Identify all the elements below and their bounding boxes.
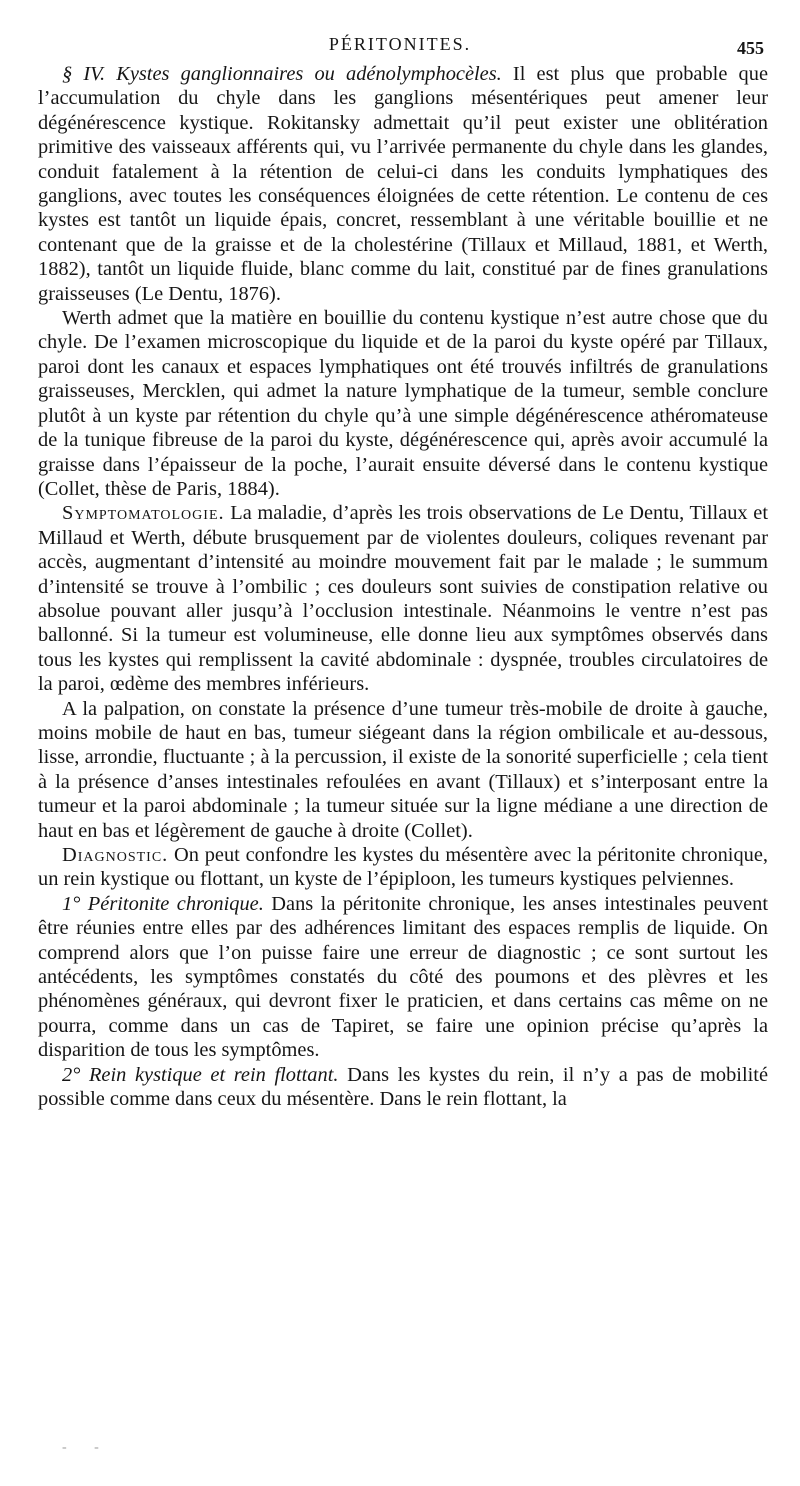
page-number: 455 <box>737 38 764 58</box>
paragraph-text: On peut confondre les kystes du mésentère avec la péritonite chronique, un rein kystique ou flottant, un kyste de l’épiploon, les tumeurs kystiques pelviennes. <box>38 844 768 891</box>
paragraph-rein-kystique <box>38 1063 768 1112</box>
paragraph-diagnostic <box>38 843 768 892</box>
paragraph-text: Dans la péritonite chronique, les anses intestinales peuvent être réunies entre elles par des adhérences limitant des espaces remplis de liquide. On comprend alors que l’on puisse faire une erreur de diagnostic ; ce sont surtout les antécédents, les symptômes constatés du côté des poumons et des plèvres et les phénomènes généraux, qui devront fixer le praticien, et dans certains cas même on ne pourra, comme dans un cas de Tapiret, se faire une opinion précise qu’après la disparition de tous les symptômes. <box>38 892 768 1062</box>
paragraph-text: Dans les kystes du rein, il n’y a pas de mobilité possible comme dans ceux du mésentère. Dans le rein flottant, la <box>38 1063 769 1111</box>
section-heading: 2° Rein kystique et rein flottant. <box>62 1063 339 1086</box>
section-heading: Diagnostic. <box>62 844 169 866</box>
page-header <box>0 28 800 62</box>
section-heading: § IV. Kystes ganglionnaires ou adénolymphocèles. <box>62 63 502 85</box>
paragraph-text: Il est plus que probable que l’accumulation du chyle dans les ganglions mésentériques peut amener leur dégénérescence kystique. Rokitansky admettait qu’il peut exister une oblitération primitive des vaisseaux afférents qui, vu l’arrivée permanente du chyle dans les glandes, conduit fatalement à la rétention de celui-ci dans les conduits lymphatiques des ganglions, avec toutes les conséquences éloignées de cette rétention. Le contenu de ces kystes est tantôt un liquide épais, concret, ressemblant à une véritable bouillie et ne contenant que de la graisse et de la cholestérine (Tillaux et Millaud, 1881, et Werth, 1882), tantôt un liquide fluide, blanc comme du lait, constitué par de fines granulations graisseuses (Le Dentu, 1876). <box>38 63 768 305</box>
paragraph-werth <box>38 306 768 501</box>
scan-artifact-marks: - - <box>62 1440 111 1455</box>
paragraph-palpation <box>38 697 768 843</box>
running-head: PÉRITONITES. <box>328 34 472 54</box>
paragraph-text: La maladie, d’après les trois observations de Le Dentu, Tillaux et Millaud et Werth, débute brusquement par de violentes douleurs, coliques revenant par accès, augmentant d’intensité au moindre mouvement fait par le malade ; le summum d’intensité se trouve à l’ombilic ; ces douleurs sont suivies de constipation relative ou absolue pouvant aller jusqu’à l’occlusion intestinale. Néanmoins le ventre n’est pas ballonné. Si la tumeur est volumineuse, elle donne lieu aux symptômes observés dans tous les kystes qui remplissent la cavité abdominale : dyspnée, troubles circulatoires de la paroi, œdème des membres inférieurs. <box>38 502 768 696</box>
section-heading: Symptomatologie. <box>62 502 225 525</box>
paragraph-kystes-ganglionnaires <box>38 62 768 306</box>
paragraph-peritonite-chronique <box>38 892 768 1063</box>
paragraph-text: A la palpation, on constate la présence d’une tumeur très-mobile de droite à gauche, moins mobile de haut en bas, tumeur siégeant dans la région ombilicale et au-dessous, lisse, arrondie, fluctuante ; à la percussion, il existe de la sonorité superficielle ; cela tient à la présence d’anses intestinales refoulées en avant (Tillaux) et s’interposant entre la tumeur et la paroi abdominale ; la tumeur située sur la ligne médiane a une direction de haut en bas et légèrement de gauche à droite (Collet). <box>38 697 768 842</box>
paragraph-symptomatologie <box>38 501 768 696</box>
section-heading: 1° Péritonite chronique. <box>62 892 264 915</box>
body-text <box>38 62 768 1111</box>
paragraph-text: Werth admet que la matière en bouillie du contenu kystique n’est autre chose que du chyle. De l’examen microscopique du liquide et de la paroi du kyste opéré par Tillaux, paroi dont les canaux et espaces lymphatiques ont été trouvés infiltrés de granulations graisseuses, Mercklen, qui admet la nature lymphatique de la tumeur, semble conclure plutôt à un kyste par rétention du chyle qu’à une simple dégénérescence athéromateuse de la tunique fibreuse de la paroi du kyste, dégénérescence qui, après avoir accumulé la graisse dans l’épaisseur de la poche, l’aurait ensuite déversé dans le contenu kystique (Collet, thèse de Paris, 1884). <box>38 307 768 500</box>
